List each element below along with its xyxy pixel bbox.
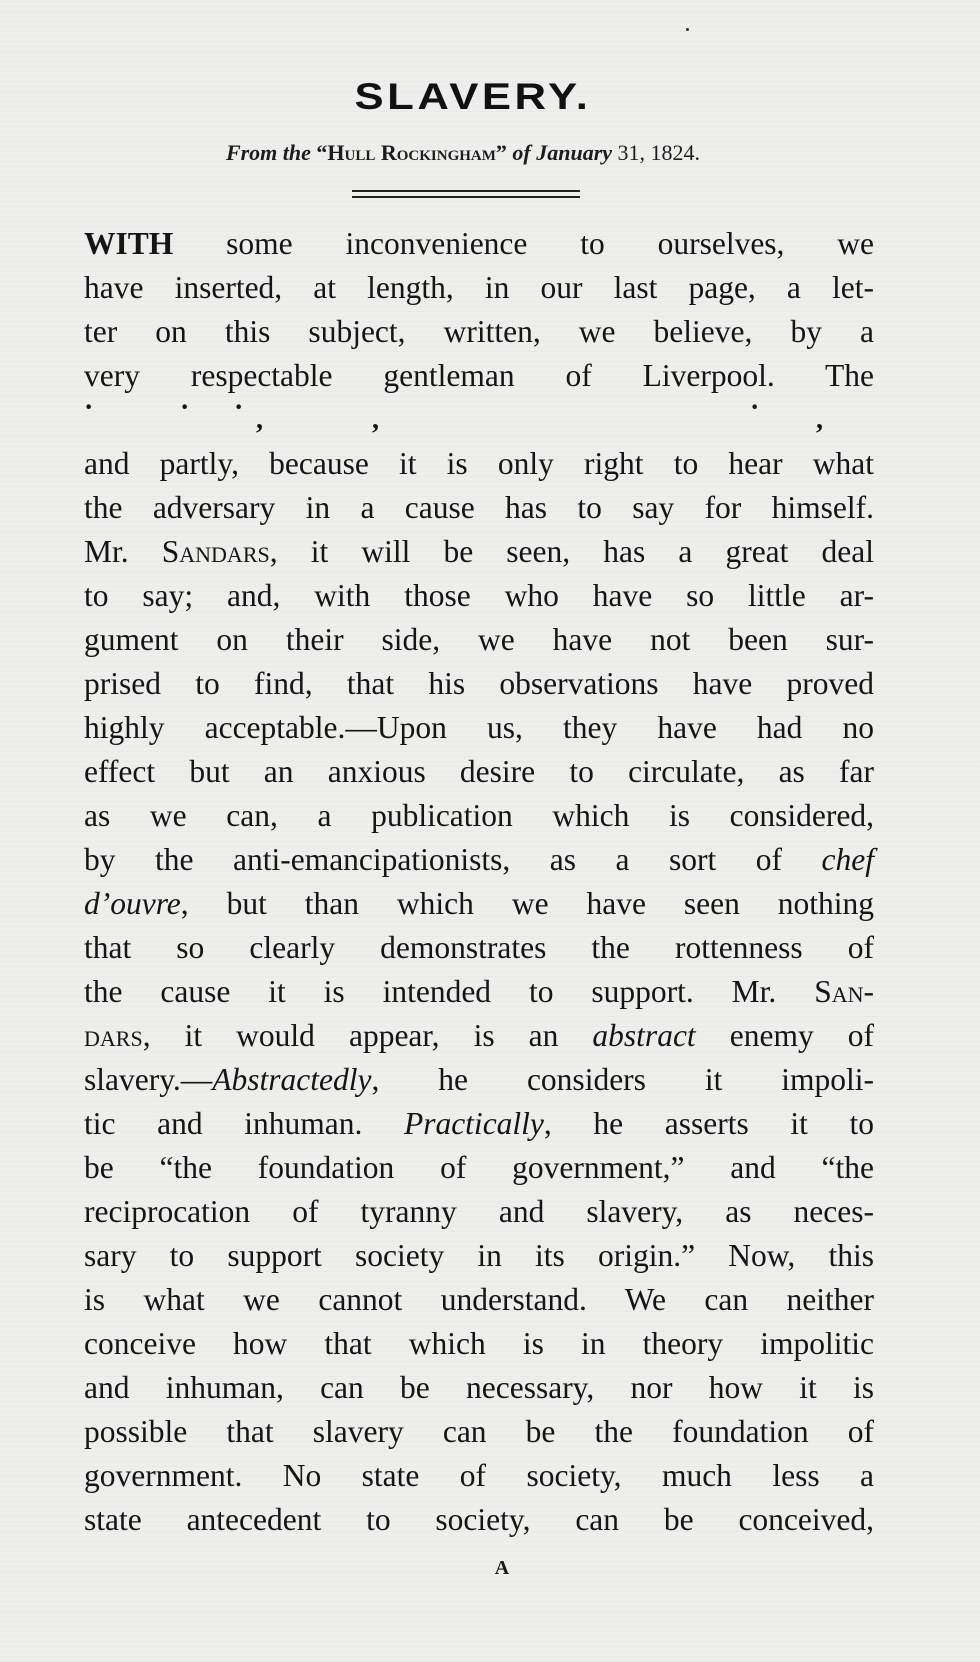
subtitle-paper: “Hull Rockingham” [316, 140, 507, 165]
text-line: have inserted, at length, in our last page, a let- [84, 270, 874, 305]
italic-chef: chef [821, 842, 874, 877]
text-line-part: the cause it is intended to support. Mr. [84, 974, 815, 1009]
text-line: possible that slavery can be the foundation of [84, 1414, 874, 1449]
text-line-part: tic and inhuman. [84, 1106, 404, 1141]
text-line [84, 970, 874, 1014]
subtitle-source [0, 140, 926, 166]
text-line: is what we cannot understand. We can neither [84, 1282, 874, 1317]
text-line [84, 838, 874, 882]
italic-practically: Practically [403, 1106, 544, 1141]
text-line [84, 222, 874, 266]
subtitle-day: 31, [617, 140, 646, 165]
subtitle-of: of January [512, 140, 613, 165]
article-body [84, 222, 874, 1542]
text-line: prised to find, that his observations have proved [84, 666, 874, 701]
italic-abstractedly: Abstractedly [212, 1062, 372, 1097]
page-title: SLAVERY. [354, 76, 592, 117]
text-line-part: , it would appear, is an [142, 1018, 593, 1053]
faded-text-line: · · · · , , , [84, 392, 823, 435]
text-line: gument on their side, we have not been sur- [84, 622, 874, 657]
text-line [84, 530, 874, 574]
text-line: to say; and, with those who have so little ar- [84, 578, 874, 613]
text-line [84, 1102, 874, 1146]
text-line-rest: some inconvenience to ourselves, we [226, 226, 875, 261]
text-line: reciprocation of tyranny and slavery, as neces- [84, 1194, 874, 1229]
italic-abstract: abstract [592, 1018, 696, 1053]
text-line: effect but an anxious desire to circulate, as far [84, 754, 874, 789]
text-line: and partly, because it is only right to hear what [84, 446, 874, 481]
text-line-part: enemy of [695, 1018, 874, 1053]
name-san: San- [814, 974, 874, 1009]
text-line-part: by the anti-emancipationists, as a sort of [84, 842, 822, 877]
text-line [84, 1014, 874, 1058]
text-line-rest: , it will be seen, has a great deal [269, 534, 874, 569]
text-line: state antecedent to society, can be conceived, [84, 1502, 874, 1537]
text-line: government. No state of society, much less a [84, 1458, 874, 1493]
subtitle-from: From the [225, 140, 311, 165]
text-line: the adversary in a cause has to say for himself. [84, 490, 874, 525]
title-rule-divider [352, 190, 580, 198]
text-line: very respectable gentleman of Liverpool. The [84, 358, 874, 393]
text-line-part: slavery.— [84, 1062, 213, 1097]
text-line [84, 882, 874, 926]
text-line-part: , he asserts it to [543, 1106, 874, 1141]
text-line-part: , but than which we have seen nothing [180, 886, 874, 921]
text-line: and inhuman, can be necessary, nor how it is [84, 1370, 874, 1405]
text-line-part: , he considers it impoli- [371, 1062, 874, 1097]
subtitle-year: 1824. [650, 140, 701, 165]
lead-word: WITH [84, 226, 174, 261]
mr-prefix: Mr. [84, 534, 162, 569]
italic-douvre: d’ouvre [84, 886, 181, 921]
name-sandars: Sandars [161, 534, 270, 569]
text-line: be “the foundation of government,” and “the [84, 1150, 874, 1185]
text-line: conceive how that which is in theory impolitic [84, 1326, 874, 1361]
signature-mark: A [494, 1557, 510, 1579]
page-speck [686, 28, 689, 31]
text-line: ter on this subject, written, we believe, by a [84, 314, 874, 349]
text-line [84, 1058, 874, 1102]
name-dars: dars [84, 1018, 143, 1053]
text-line: highly acceptable.—Upon us, they have had no [84, 710, 874, 745]
text-line: as we can, a publication which is considered, [84, 798, 874, 833]
text-line: that so clearly demonstrates the rottenness of [84, 930, 874, 965]
text-line: sary to support society in its origin.” Now, this [84, 1238, 874, 1273]
